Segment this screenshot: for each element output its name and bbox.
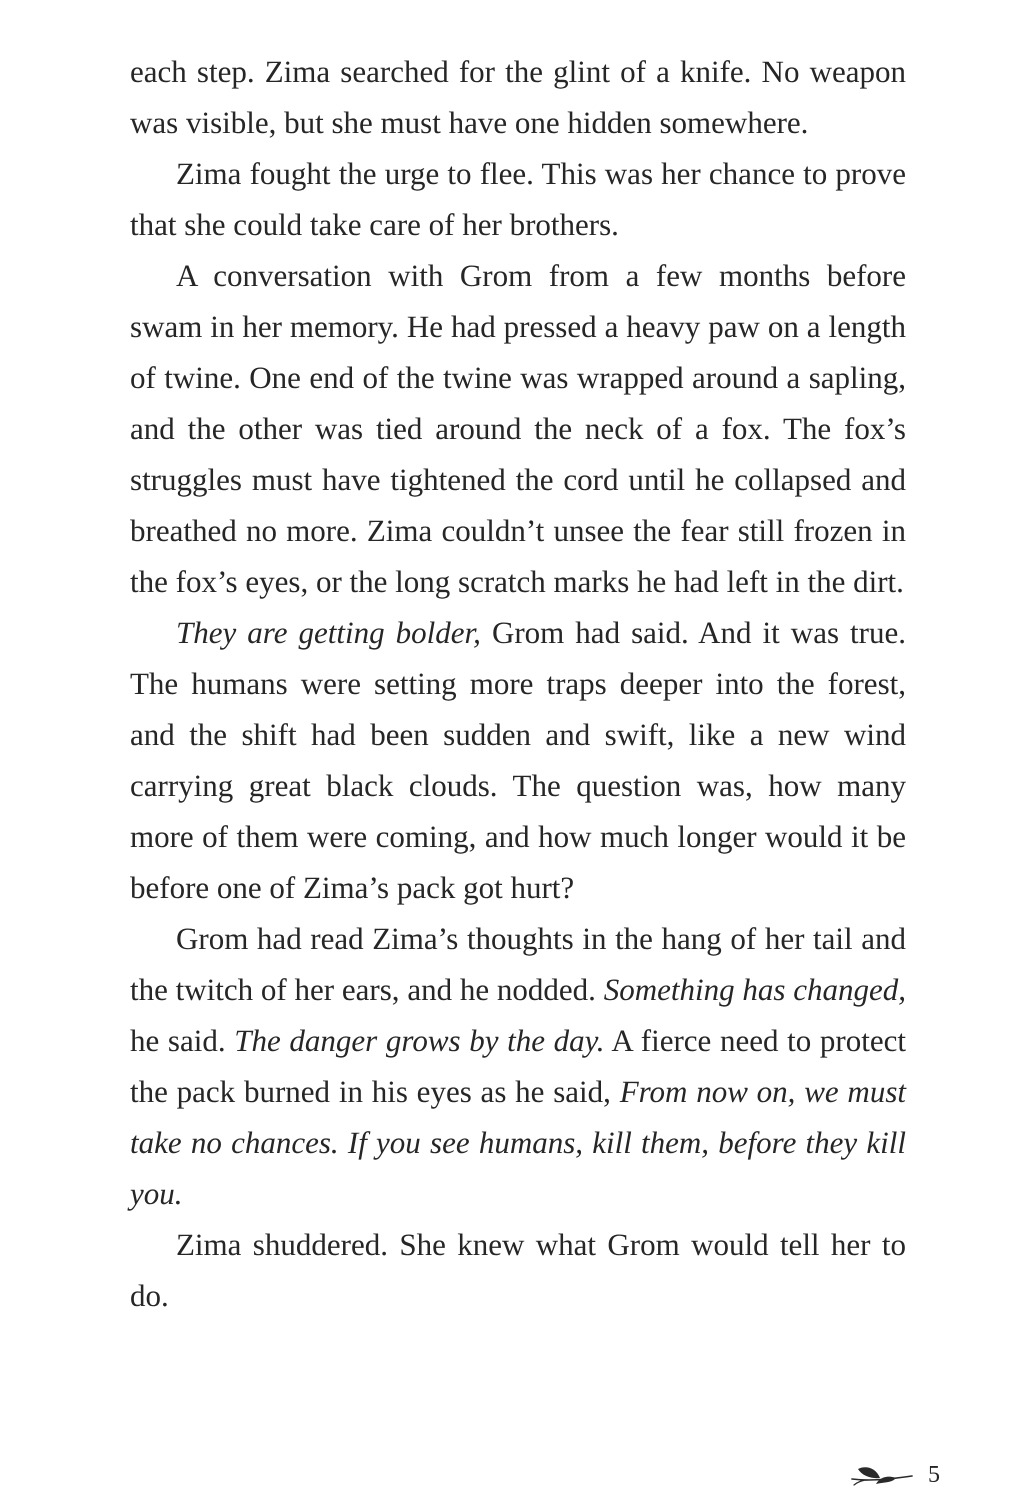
leaf-sprig-icon: [850, 1459, 914, 1491]
text-run: each step. Zima searched for the glint of a knife. No weapon was visible, but she must have one hidden somewhere.: [130, 54, 906, 140]
page-number: 5: [928, 1461, 940, 1488]
paragraph: [130, 1219, 906, 1321]
text-run: Grom had read Zima’s thoughts in the hang of her tail and the twitch of her ears, and he nodded.: [130, 921, 906, 1007]
text-run: A conversation with Grom from a few months before swam in her memory. He had pressed a heavy paw on a length of twine. One end of the twine was wrapped around a sapling, and the other was tied around the neck of a fox. The fox’s struggles must have tightened the cord until he collapsed and breathed no more. Zima couldn’t unsee the fear still frozen in the fox’s eyes, or the long scratch marks he had left in the dirt.: [130, 258, 906, 599]
text-run: Zima shuddered. She knew what Grom would tell her to do.: [130, 1227, 906, 1313]
text-run: Zima fought the urge to flee. This was her chance to prove that she could take care of her brothers.: [130, 156, 906, 242]
body-text: [130, 46, 906, 1321]
paragraph: [130, 250, 906, 607]
italic-text: The danger grows by the day.: [234, 1023, 605, 1058]
text-run: Grom had said. And it was true. The humans were setting more traps deeper into the forest, and the shift had been sudden and swift, like a new wind carrying great black clouds. The question was, how many more of them were coming, and how much longer would it be before one of Zima’s pack got hurt?: [130, 615, 907, 905]
text-run: he said.: [130, 1023, 235, 1058]
paragraph: [130, 148, 906, 250]
page-footer: [850, 1455, 940, 1495]
paragraph: [130, 913, 906, 1219]
paragraph: [130, 46, 906, 148]
italic-text: From now on, we must take no chances. If you see humans, kill them, before they kill you.: [130, 1074, 906, 1211]
italic-text: Something has changed,: [603, 972, 906, 1007]
text-run: A fierce need to protect the pack burned in his eyes as he said,: [130, 1023, 906, 1109]
italic-text: They are getting bolder,: [176, 615, 481, 650]
paragraph: [130, 607, 906, 913]
